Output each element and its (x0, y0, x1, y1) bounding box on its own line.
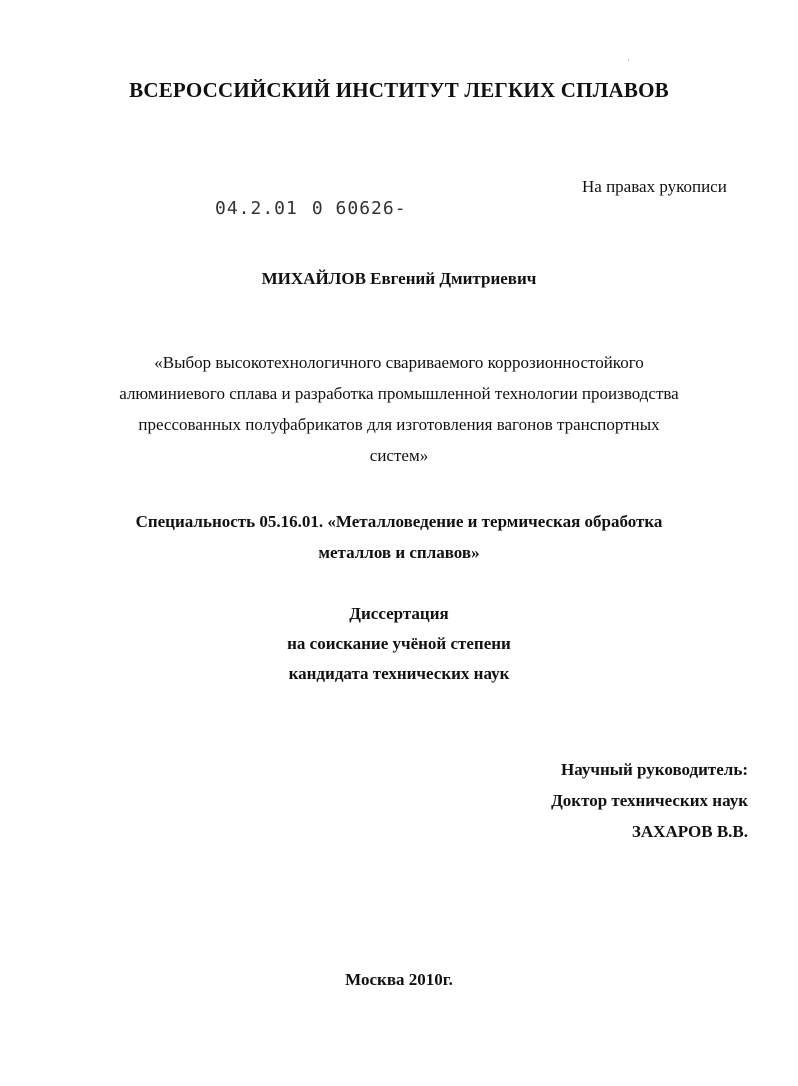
supervisor-label: Научный руководитель: (561, 760, 748, 779)
supervisor-block (551, 754, 748, 847)
stamp-suffix: - (394, 198, 407, 219)
stamp-number: 0 60626 (311, 198, 395, 219)
city-year: Москва 2010г. (345, 970, 453, 989)
degree-line: на соискание учёной степени (287, 634, 511, 653)
degree-line: кандидата технических наук (288, 664, 510, 683)
degree-line: Диссертация (349, 604, 449, 623)
supervisor-degree: Доктор технических наук (551, 791, 748, 810)
rights-note: На правах рукописи (582, 177, 727, 196)
registration-stamp (215, 198, 407, 219)
supervisor-name: ЗАХАРОВ В.В. (631, 822, 748, 841)
stamp-code: 04.2.01 (215, 198, 298, 219)
author-name: МИХАЙЛОВ Евгений Дмитриевич (261, 269, 537, 288)
title-line: прессованных полуфабрикатов для изготовления вагонов транспортных (138, 415, 660, 434)
degree-block (0, 599, 798, 689)
title-line: алюминиевого сплава и разработка промышленной технологии производства (119, 384, 679, 403)
dissertation-title (0, 347, 798, 471)
title-line: «Выбор высокотехнологичного свариваемого коррозионностойкого (154, 353, 644, 372)
specialty-line: Специальность 05.16.01. «Металловедение и термическая обработка (135, 512, 663, 531)
specialty-block (0, 506, 798, 568)
specialty-line: металлов и сплавов» (318, 543, 480, 562)
institute-heading: ВСЕРОССИЙСКИЙ ИНСТИТУТ ЛЕГКИХ СПЛАВОВ (129, 78, 669, 102)
title-line: систем» (369, 446, 429, 465)
scan-speck: ' (628, 58, 630, 66)
